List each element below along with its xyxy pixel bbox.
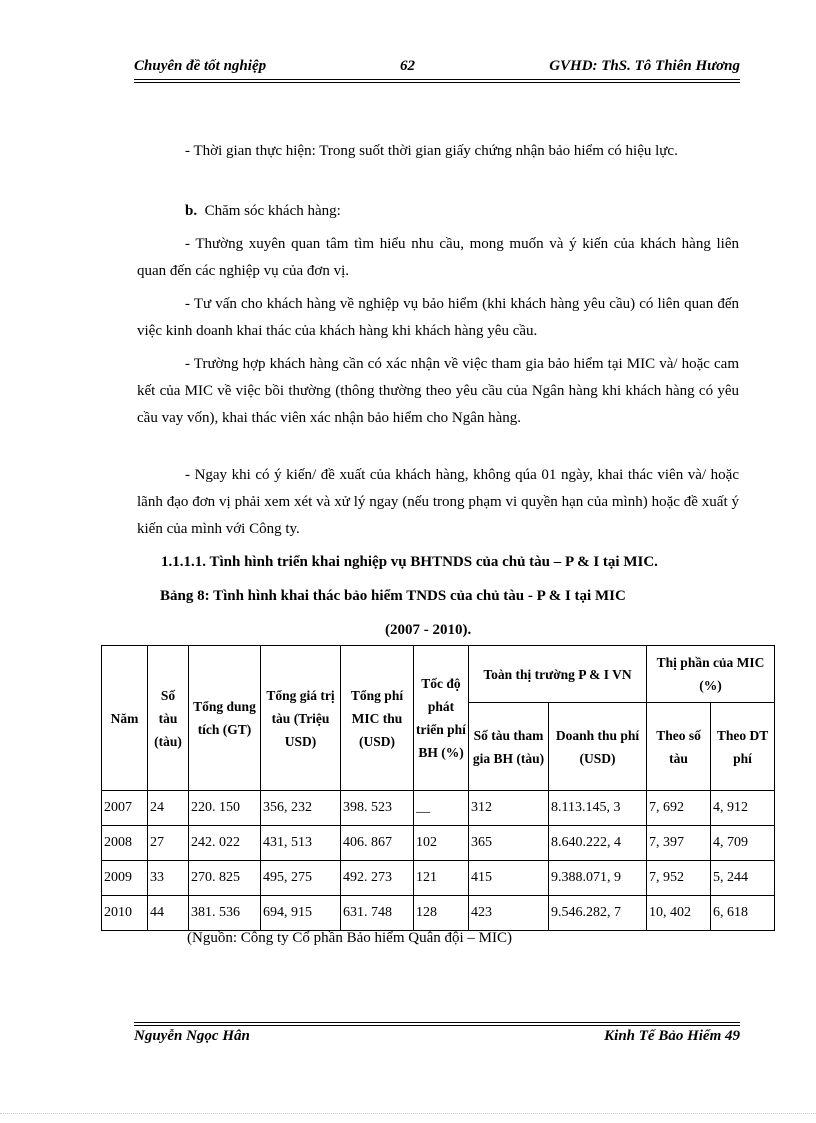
header-market-share: Thị phần của MIC (%) <box>647 646 775 703</box>
cell-share-premium: 6, 618 <box>711 896 775 931</box>
cell-tonnage: 220. 150 <box>189 791 261 826</box>
paragraph-implementation-time: - Thời gian thực hiện: Trong suốt thời gian giấy chứng nhận bảo hiểm có hiệu lực. <box>185 143 678 159</box>
cell-year: 2010 <box>102 896 148 931</box>
cell-market-revenue: 8.640.222, 4 <box>549 826 647 861</box>
table-row <box>102 826 775 861</box>
cell-growth: 102 <box>414 826 469 861</box>
table-period: (2007 - 2010). <box>385 622 472 638</box>
header-total-tonnage: Tổng dung tích (GT) <box>189 646 261 791</box>
cell-share-premium: 4, 709 <box>711 826 775 861</box>
header-total-premium: Tổng phí MIC thu (USD) <box>341 646 414 791</box>
cell-premium: 631. 748 <box>341 896 414 931</box>
cell-premium: 492. 273 <box>341 861 414 896</box>
header-advisor: GVHD: ThS. Tô Thiên Hương <box>549 58 740 74</box>
page-number: 62 <box>400 58 415 74</box>
cell-ship-count: 27 <box>148 826 189 861</box>
cell-market-ships: 415 <box>469 861 549 896</box>
section-heading: 1.1.1.1. Tình hình triển khai nghiệp vụ BHTNDS của chủ tàu – P & I tại MIC. <box>161 554 658 570</box>
cell-market-revenue: 8.113.145, 3 <box>549 791 647 826</box>
table-title: Bảng 8: Tình hình khai thác bảo hiểm TNDS của chủ tàu - P & I tại MIC <box>160 588 626 604</box>
cell-market-ships: 312 <box>469 791 549 826</box>
page-edge-divider <box>0 1113 816 1114</box>
page-footer <box>134 1028 740 1048</box>
subheading-customer-care <box>137 198 739 225</box>
header-rule <box>134 79 740 80</box>
subheading-label: b. <box>185 203 198 219</box>
header-rule-thin <box>134 82 740 83</box>
cell-ship-value: 356, 232 <box>261 791 341 826</box>
cell-market-ships: 423 <box>469 896 549 931</box>
paragraph-needs: - Thường xuyên quan tâm tìm hiểu nhu cầu, mong muốn và ý kiến của khách hàng liên quan đến các nghiệp vụ của đơn vị. <box>137 236 739 279</box>
paragraph-confirmation: - Trường hợp khách hàng cần có xác nhận về việc tham gia bảo hiểm tại MIC và/ hoặc cam kết của MIC về việc bồi thường (thông thường theo yêu cầu của Ngân hàng khi khách hàng có yêu cầu vay vốn), khai thác viên xác nhận bảo hiểm cho Ngân hàng. <box>137 356 739 426</box>
footer-class: Kinh Tế Bảo Hiểm 49 <box>604 1028 740 1044</box>
header-insured-ships: Số tàu tham gia BH (tàu) <box>469 703 549 791</box>
cell-year: 2009 <box>102 861 148 896</box>
cell-premium: 406. 867 <box>341 826 414 861</box>
header-growth-rate: Tốc độ phát triển phí BH (%) <box>414 646 469 791</box>
header-ship-count: Số tàu (tàu) <box>148 646 189 791</box>
cell-share-ships: 7, 397 <box>647 826 711 861</box>
subheading-text: Chăm sóc khách hàng: <box>204 203 341 219</box>
cell-ship-value: 431, 513 <box>261 826 341 861</box>
cell-ship-value: 694, 915 <box>261 896 341 931</box>
cell-market-ships: 365 <box>469 826 549 861</box>
header-share-by-premium: Theo DT phí <box>711 703 775 791</box>
footer-rule <box>134 1022 740 1023</box>
header-total-ship-value: Tổng giá trị tàu (Triệu USD) <box>261 646 341 791</box>
footer-rule-thin <box>134 1025 740 1026</box>
table-row <box>102 896 775 931</box>
header-premium-revenue: Doanh thu phí (USD) <box>549 703 647 791</box>
table-row <box>102 861 775 896</box>
cell-ship-count: 24 <box>148 791 189 826</box>
page-header <box>134 58 740 78</box>
cell-tonnage: 381. 536 <box>189 896 261 931</box>
paragraph-response: - Ngay khi có ý kiến/ đề xuất của khách hàng, không qúa 01 ngày, khai thác viên và/ hoặc lãnh đạo đơn vị phải xem xét và xử lý ngay (nếu trong phạm vi quyền hạn của mình) hoặc đề xuất ý kiến của mình với Công ty. <box>137 467 739 537</box>
cell-growth: __ <box>414 791 469 826</box>
header-document-type: Chuyên đề tốt nghiệp <box>134 58 267 74</box>
cell-ship-value: 495, 275 <box>261 861 341 896</box>
cell-tonnage: 242. 022 <box>189 826 261 861</box>
cell-growth: 121 <box>414 861 469 896</box>
cell-year: 2007 <box>102 791 148 826</box>
cell-ship-count: 33 <box>148 861 189 896</box>
cell-tonnage: 270. 825 <box>189 861 261 896</box>
header-year: Năm <box>102 646 148 791</box>
cell-year: 2008 <box>102 826 148 861</box>
cell-share-ships: 10, 402 <box>647 896 711 931</box>
paragraph-advice: - Tư vấn cho khách hàng về nghiệp vụ bảo hiểm (khi khách hàng yêu cầu) có liên quan đến việc kinh doanh khai thác của khách hàng khi khách hàng yêu cầu. <box>137 296 739 339</box>
cell-share-premium: 4, 912 <box>711 791 775 826</box>
table-source: (Nguồn: Công ty Cổ phần Bảo hiểm Quân đội – MIC) <box>187 930 512 946</box>
header-whole-market: Toàn thị trường P & I VN <box>469 646 647 703</box>
cell-market-revenue: 9.388.071, 9 <box>549 861 647 896</box>
footer-author: Nguyễn Ngọc Hân <box>134 1028 250 1044</box>
header-share-by-ships: Theo số tàu <box>647 703 711 791</box>
cell-market-revenue: 9.546.282, 7 <box>549 896 647 931</box>
cell-ship-count: 44 <box>148 896 189 931</box>
cell-share-ships: 7, 692 <box>647 791 711 826</box>
cell-growth: 128 <box>414 896 469 931</box>
cell-share-ships: 7, 952 <box>647 861 711 896</box>
cell-premium: 398. 523 <box>341 791 414 826</box>
cell-share-premium: 5, 244 <box>711 861 775 896</box>
table-row <box>102 791 775 826</box>
pi-insurance-table <box>101 645 775 931</box>
